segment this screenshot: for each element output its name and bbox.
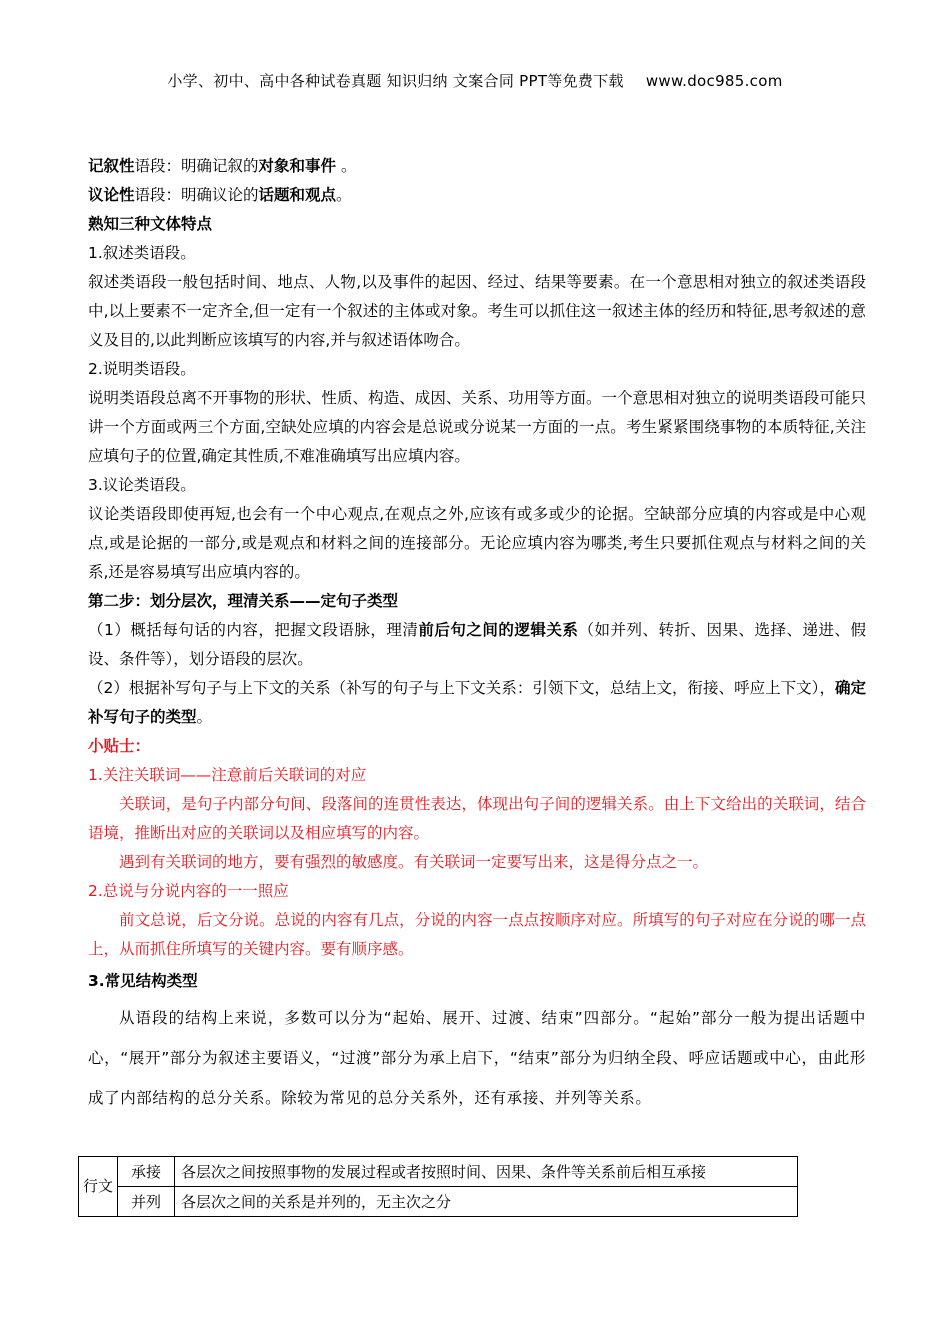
table-desc-cell: 各层次之间按照事物的发展过程或者按照时间、因果、条件等关系前后相互承接 [175,1157,798,1187]
table-row [79,1157,798,1187]
styles-heading: 熟知三种文体特点 [88,215,213,233]
narrative-end: 。 [336,157,357,175]
argument-intro [88,181,866,210]
tip1-paragraph2: 遇到有关联词的地方，要有强烈的敏感度。有关联词一定要写出来，这是得分点之一。 [119,853,709,871]
argument-mid: 语段：明确议论的 [134,186,259,204]
header-site-link[interactable]: www.doc985.com [645,72,783,90]
structure-table [78,1156,798,1217]
table-desc-cell: 各层次之间的关系是并列的，无主次之分 [175,1187,798,1217]
narrative-key: 对象和事件 [258,157,337,175]
step2-point2-key: 确定补写句子的类型 [88,679,866,726]
step2-point1-a: （1）概括每句话的内容，把握文段语脉，理清 [88,621,419,639]
step2-point1 [88,616,866,674]
argument-key: 话题和观点 [258,186,337,204]
tip2-paragraph1: 前文总说，后文分说。总说的内容有几点，分说的内容一点点按顺序对应。所填写的句子对应在分说的哪一点上，从而抓住所填写的关键内容。要有顺序感。 [88,911,866,958]
exposition-title: 2.说明类语段。 [88,360,196,378]
step2-point1-key: 前后句之间的逻辑关系 [418,621,579,639]
argument-end: 。 [336,186,352,204]
step2-heading: 第二步：划分层次，理清关系——定句子类型 [88,592,399,610]
table-group-cell: 行文 [79,1157,118,1217]
step2-point2 [88,674,866,732]
tip1-paragraph1: 关联词，是句子内部分句间、段落间的连贯性表达，体现出句子间的逻辑关系。由上下文给出的关联词，结合语境，推断出对应的关联词以及相应填写的内容。 [88,795,866,842]
tips-heading: 小贴士： [88,737,151,755]
table-type-cell: 并列 [118,1187,175,1217]
document-body [88,152,866,1118]
narrative-intro [88,152,866,181]
narration-title: 1.叙述类语段。 [88,244,196,262]
tip2-title: 2.总说与分说内容的一一照应 [88,882,289,900]
page-header [0,70,950,91]
structure-heading: 3.常见结构类型 [88,972,198,990]
narrative-mid: 语段：明确记叙的 [134,157,259,175]
tip1-title: 1.关注关联词——注意前后关联词的对应 [88,766,367,784]
narration-text: 叙述类语段一般包括时间、地点、人物,以及事件的起因、经过、结果等要素。在一个意思相对独立的叙述类语段中,以上要素不一定齐全,但一定有一个叙述的主体或对象。考生可以抓住这一叙述主体的经历和特征,思考叙述的意义及目的,以此判断应该填写的内容,并与叙述语体吻合。 [88,273,866,349]
argumentation-title: 3.议论类语段。 [88,476,196,494]
argumentation-text: 议论类语段即使再短,也会有一个中心观点,在观点之外,应该有或多或少的论据。空缺部分应填的内容或是中心观点,或是论据的一部分,或是观点和材料之间的连接部分。无论应填内容为哪类,考生只要抓住观点与材料之间的关系,还是容易填写出应填内容的。 [88,505,866,581]
table-type-cell: 承接 [118,1157,175,1187]
narrative-label: 记叙性 [88,157,135,175]
step2-point2-b: 。 [196,708,213,726]
table-row [79,1187,798,1217]
exposition-text: 说明类语段总离不开事物的形状、性质、构造、成因、关系、功用等方面。一个意思相对独立的说明类语段可能只讲一个方面或两三个方面,空缺处应填的内容会是总说或分说某一方面的一点。考生紧紧围绕事物的本质特征,关注应填句子的位置,确定其性质,不难准确填写出应填内容。 [88,389,866,465]
step2-point1-b: （如并列、转折、因果、选择、递进、假设、条件等），划分语段的层次。 [88,621,866,668]
argument-label: 议论性 [88,186,135,204]
header-tagline: 小学、初中、高中各种试卷真题 知识归纳 文案合同 PPT等免费下载 [167,72,624,90]
step2-point2-a: （2）根据补写句子与上下文的关系（补写的句子与上下文关系：引领下文，总结上文，衔接、呼应上下文）， [88,679,835,697]
structure-text: 从语段的结构上来说，多数可以分为“起始、展开、过渡、结束”四部分。“起始”部分一般为提出话题中心，“展开”部分为叙述主要语义，“过渡”部分为承上启下，“结束”部分为归纳全段、呼应话题或中心，由此形成了内部结构的总分关系。除较为常见的总分关系外，还有承接、并列等关系。 [88,1009,866,1107]
